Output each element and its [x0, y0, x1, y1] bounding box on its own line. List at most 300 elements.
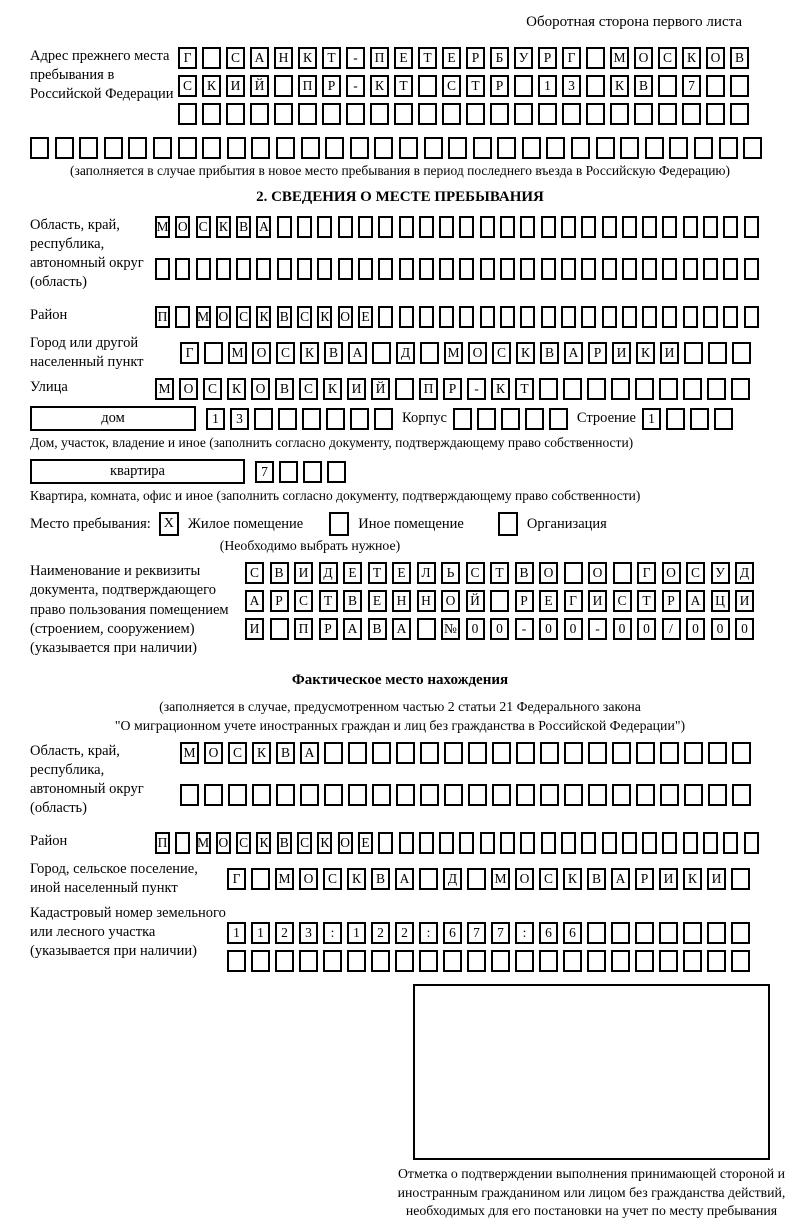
form-cell[interactable]: [642, 832, 657, 854]
form-cell[interactable]: [708, 742, 727, 764]
form-cell[interactable]: К: [216, 216, 231, 238]
form-cell[interactable]: [204, 342, 223, 364]
form-cell[interactable]: [277, 258, 292, 280]
form-cell[interactable]: В: [277, 832, 292, 854]
form-cell[interactable]: К: [323, 378, 342, 400]
form-cell[interactable]: [325, 137, 344, 159]
form-cell[interactable]: [684, 784, 703, 806]
form-cell[interactable]: [564, 784, 583, 806]
form-cell[interactable]: [358, 258, 373, 280]
form-cell[interactable]: [399, 216, 414, 238]
form-cell[interactable]: [662, 216, 677, 238]
form-cell[interactable]: [538, 103, 557, 125]
form-cell[interactable]: [561, 216, 576, 238]
form-cell[interactable]: М: [610, 47, 629, 69]
form-cell[interactable]: О: [204, 742, 223, 764]
form-cell[interactable]: [707, 950, 726, 972]
form-cell[interactable]: [744, 306, 759, 328]
form-cell[interactable]: [731, 922, 750, 944]
form-cell[interactable]: [439, 832, 454, 854]
form-cell[interactable]: 3: [230, 408, 249, 430]
form-cell[interactable]: О: [299, 868, 318, 890]
form-cell[interactable]: Е: [442, 47, 461, 69]
form-cell[interactable]: Д: [396, 342, 415, 364]
form-cell[interactable]: [540, 742, 559, 764]
form-cell[interactable]: Т: [368, 562, 387, 584]
form-cell[interactable]: И: [660, 342, 679, 364]
form-cell[interactable]: [660, 784, 679, 806]
form-cell[interactable]: [732, 342, 751, 364]
form-cell[interactable]: С: [203, 378, 222, 400]
form-cell[interactable]: О: [175, 216, 190, 238]
form-cell[interactable]: [419, 832, 434, 854]
form-cell[interactable]: В: [634, 75, 653, 97]
form-cell[interactable]: К: [256, 306, 271, 328]
form-cell[interactable]: [539, 950, 558, 972]
form-cell[interactable]: [602, 832, 617, 854]
form-cell[interactable]: С: [196, 216, 211, 238]
form-cell[interactable]: Б: [490, 47, 509, 69]
form-cell[interactable]: [226, 103, 245, 125]
form-cell[interactable]: [586, 75, 605, 97]
form-cell[interactable]: К: [347, 868, 366, 890]
form-cell[interactable]: [378, 306, 393, 328]
form-cell[interactable]: [204, 784, 223, 806]
form-cell[interactable]: 6: [443, 922, 462, 944]
form-cell[interactable]: П: [294, 618, 313, 640]
form-cell[interactable]: С: [323, 868, 342, 890]
form-cell[interactable]: [396, 784, 415, 806]
form-cell[interactable]: [252, 784, 271, 806]
form-cell[interactable]: [492, 742, 511, 764]
form-cell[interactable]: [327, 461, 346, 483]
form-cell[interactable]: О: [588, 562, 607, 584]
form-cell[interactable]: [459, 258, 474, 280]
form-cell[interactable]: [326, 408, 345, 430]
form-cell[interactable]: [277, 216, 292, 238]
form-cell[interactable]: [706, 103, 725, 125]
form-cell[interactable]: Г: [227, 868, 246, 890]
form-cell[interactable]: О: [634, 47, 653, 69]
form-cell[interactable]: [155, 258, 170, 280]
form-cell[interactable]: [348, 784, 367, 806]
form-cell[interactable]: П: [298, 75, 317, 97]
form-cell[interactable]: [128, 137, 147, 159]
form-cell[interactable]: [541, 832, 556, 854]
form-cell[interactable]: Ц: [711, 590, 730, 612]
form-cell[interactable]: Т: [322, 47, 341, 69]
form-cell[interactable]: Е: [343, 562, 362, 584]
form-cell[interactable]: А: [564, 342, 583, 364]
form-cell[interactable]: [602, 258, 617, 280]
form-cell[interactable]: [420, 342, 439, 364]
form-cell[interactable]: [350, 137, 369, 159]
form-cell[interactable]: [254, 408, 273, 430]
form-cell[interactable]: Р: [443, 378, 462, 400]
form-cell[interactable]: С: [539, 868, 558, 890]
form-cell[interactable]: [703, 258, 718, 280]
form-cell[interactable]: [477, 408, 496, 430]
form-cell[interactable]: [708, 784, 727, 806]
form-cell[interactable]: Й: [250, 75, 269, 97]
form-cell[interactable]: С: [226, 47, 245, 69]
form-cell[interactable]: М: [275, 868, 294, 890]
form-cell[interactable]: [274, 75, 293, 97]
form-cell[interactable]: [563, 950, 582, 972]
form-cell[interactable]: Т: [637, 590, 656, 612]
form-cell[interactable]: [153, 137, 172, 159]
form-cell[interactable]: [378, 832, 393, 854]
form-cell[interactable]: К: [636, 342, 655, 364]
form-cell[interactable]: [395, 378, 414, 400]
form-cell[interactable]: Р: [466, 47, 485, 69]
form-cell[interactable]: С: [228, 742, 247, 764]
form-cell[interactable]: [587, 378, 606, 400]
form-cell[interactable]: Е: [394, 47, 413, 69]
form-cell[interactable]: О: [338, 832, 353, 854]
form-cell[interactable]: [236, 258, 251, 280]
form-cell[interactable]: М: [196, 306, 211, 328]
form-cell[interactable]: [500, 216, 515, 238]
form-cell[interactable]: [622, 216, 637, 238]
form-cell[interactable]: [723, 306, 738, 328]
form-cell[interactable]: Р: [270, 590, 289, 612]
form-cell[interactable]: С: [297, 832, 312, 854]
form-cell[interactable]: [490, 590, 509, 612]
form-cell[interactable]: [298, 103, 317, 125]
form-cell[interactable]: [622, 306, 637, 328]
form-cell[interactable]: [492, 784, 511, 806]
form-cell[interactable]: [399, 306, 414, 328]
form-cell[interactable]: Т: [515, 378, 534, 400]
form-cell[interactable]: С: [613, 590, 632, 612]
form-cell[interactable]: Е: [392, 562, 411, 584]
form-cell[interactable]: [374, 137, 393, 159]
form-cell[interactable]: К: [202, 75, 221, 97]
form-cell[interactable]: Р: [490, 75, 509, 97]
form-cell[interactable]: А: [395, 868, 414, 890]
form-cell[interactable]: [564, 562, 583, 584]
form-cell[interactable]: [453, 408, 472, 430]
form-cell[interactable]: И: [347, 378, 366, 400]
form-cell[interactable]: 1: [251, 922, 270, 944]
form-cell[interactable]: [439, 258, 454, 280]
form-cell[interactable]: [473, 137, 492, 159]
form-cell[interactable]: К: [683, 868, 702, 890]
form-cell[interactable]: В: [587, 868, 606, 890]
form-cell[interactable]: Д: [319, 562, 338, 584]
form-cell[interactable]: [635, 378, 654, 400]
form-cell[interactable]: [202, 103, 221, 125]
form-cell[interactable]: С: [236, 832, 251, 854]
form-cell[interactable]: О: [251, 378, 270, 400]
form-cell[interactable]: [490, 103, 509, 125]
form-cell[interactable]: [541, 216, 556, 238]
form-cell[interactable]: [399, 832, 414, 854]
form-cell[interactable]: [439, 216, 454, 238]
form-cell[interactable]: [497, 137, 516, 159]
form-cell[interactable]: [525, 408, 544, 430]
form-cell[interactable]: А: [686, 590, 705, 612]
form-cell[interactable]: 0: [490, 618, 509, 640]
form-cell[interactable]: [744, 832, 759, 854]
form-cell[interactable]: С: [276, 342, 295, 364]
form-cell[interactable]: А: [392, 618, 411, 640]
form-cell[interactable]: 1: [227, 922, 246, 944]
form-cell[interactable]: А: [300, 742, 319, 764]
form-cell[interactable]: О: [179, 378, 198, 400]
form-cell[interactable]: [588, 784, 607, 806]
form-cell[interactable]: Й: [466, 590, 485, 612]
form-cell[interactable]: П: [419, 378, 438, 400]
form-cell[interactable]: Л: [417, 562, 436, 584]
form-cell[interactable]: 3: [299, 922, 318, 944]
form-cell[interactable]: М: [196, 832, 211, 854]
form-cell[interactable]: А: [250, 47, 269, 69]
form-cell[interactable]: [610, 103, 629, 125]
form-cell[interactable]: [514, 103, 533, 125]
form-cell[interactable]: [634, 103, 653, 125]
form-cell[interactable]: [602, 306, 617, 328]
form-cell[interactable]: [719, 137, 738, 159]
form-cell[interactable]: [571, 137, 590, 159]
form-cell[interactable]: [683, 922, 702, 944]
form-cell[interactable]: О: [662, 562, 681, 584]
form-cell[interactable]: М: [444, 342, 463, 364]
form-cell[interactable]: -: [346, 47, 365, 69]
form-cell[interactable]: [636, 742, 655, 764]
form-cell[interactable]: [587, 950, 606, 972]
form-cell[interactable]: В: [275, 378, 294, 400]
form-cell[interactable]: А: [245, 590, 264, 612]
form-cell[interactable]: [324, 784, 343, 806]
form-cell[interactable]: [419, 950, 438, 972]
form-cell[interactable]: [563, 378, 582, 400]
form-cell[interactable]: [707, 378, 726, 400]
form-cell[interactable]: [394, 103, 413, 125]
form-cell[interactable]: С: [686, 562, 705, 584]
form-cell[interactable]: 0: [686, 618, 705, 640]
form-cell[interactable]: К: [300, 342, 319, 364]
form-cell[interactable]: [202, 137, 221, 159]
form-cell[interactable]: [743, 137, 762, 159]
form-cell[interactable]: В: [324, 342, 343, 364]
form-cell[interactable]: [516, 784, 535, 806]
form-cell[interactable]: [358, 216, 373, 238]
form-cell[interactable]: [731, 868, 750, 890]
form-cell[interactable]: [620, 137, 639, 159]
form-cell[interactable]: 7: [255, 461, 274, 483]
form-cell[interactable]: К: [256, 832, 271, 854]
form-cell[interactable]: О: [468, 342, 487, 364]
form-cell[interactable]: [270, 618, 289, 640]
form-cell[interactable]: [278, 408, 297, 430]
form-cell[interactable]: П: [155, 832, 170, 854]
form-cell[interactable]: С: [492, 342, 511, 364]
form-cell[interactable]: В: [277, 306, 292, 328]
form-cell[interactable]: В: [515, 562, 534, 584]
form-cell[interactable]: [196, 258, 211, 280]
form-cell[interactable]: [613, 562, 632, 584]
form-cell[interactable]: [662, 258, 677, 280]
form-cell[interactable]: Й: [371, 378, 390, 400]
form-cell[interactable]: [732, 742, 751, 764]
form-cell[interactable]: [683, 378, 702, 400]
form-cell[interactable]: 7: [491, 922, 510, 944]
form-cell[interactable]: С: [299, 378, 318, 400]
form-cell[interactable]: [731, 950, 750, 972]
form-cell[interactable]: [79, 137, 98, 159]
form-cell[interactable]: В: [343, 590, 362, 612]
form-cell[interactable]: В: [276, 742, 295, 764]
form-cell[interactable]: В: [368, 618, 387, 640]
form-cell[interactable]: С: [236, 306, 251, 328]
form-cell[interactable]: [372, 742, 391, 764]
form-cell[interactable]: [658, 75, 677, 97]
form-cell[interactable]: [683, 258, 698, 280]
form-cell[interactable]: Е: [368, 590, 387, 612]
form-cell[interactable]: [439, 306, 454, 328]
form-cell[interactable]: А: [256, 216, 271, 238]
form-cell[interactable]: И: [226, 75, 245, 97]
form-cell[interactable]: Е: [539, 590, 558, 612]
form-cell[interactable]: [520, 216, 535, 238]
form-cell[interactable]: [256, 258, 271, 280]
form-cell[interactable]: [501, 408, 520, 430]
form-cell[interactable]: [588, 742, 607, 764]
form-cell[interactable]: [586, 47, 605, 69]
form-cell[interactable]: [297, 216, 312, 238]
form-cell[interactable]: С: [245, 562, 264, 584]
form-cell[interactable]: [395, 950, 414, 972]
form-cell[interactable]: [669, 137, 688, 159]
form-cell[interactable]: [662, 832, 677, 854]
form-cell[interactable]: [561, 306, 576, 328]
form-cell[interactable]: [448, 137, 467, 159]
form-cell[interactable]: К: [317, 832, 332, 854]
form-cell[interactable]: К: [227, 378, 246, 400]
form-cell[interactable]: [347, 950, 366, 972]
form-cell[interactable]: [444, 742, 463, 764]
form-cell[interactable]: [684, 742, 703, 764]
form-cell[interactable]: И: [294, 562, 313, 584]
form-cell[interactable]: И: [245, 618, 264, 640]
form-cell[interactable]: [175, 306, 190, 328]
form-cell[interactable]: [744, 216, 759, 238]
form-cell[interactable]: 2: [371, 922, 390, 944]
form-cell[interactable]: [317, 258, 332, 280]
form-cell[interactable]: К: [682, 47, 701, 69]
form-cell[interactable]: У: [711, 562, 730, 584]
form-cell[interactable]: Н: [417, 590, 436, 612]
form-cell[interactable]: С: [442, 75, 461, 97]
form-cell[interactable]: К: [491, 378, 510, 400]
form-cell[interactable]: И: [588, 590, 607, 612]
form-cell[interactable]: В: [540, 342, 559, 364]
form-cell[interactable]: 7: [682, 75, 701, 97]
form-cell[interactable]: [611, 378, 630, 400]
form-cell[interactable]: [275, 950, 294, 972]
form-cell[interactable]: [662, 306, 677, 328]
form-cell[interactable]: [251, 868, 270, 890]
form-cell[interactable]: [660, 742, 679, 764]
form-cell[interactable]: 0: [735, 618, 754, 640]
form-cell[interactable]: [730, 103, 749, 125]
form-cell[interactable]: [350, 408, 369, 430]
form-cell[interactable]: [338, 216, 353, 238]
form-cell[interactable]: [744, 258, 759, 280]
form-cell[interactable]: К: [516, 342, 535, 364]
form-cell[interactable]: 1: [642, 408, 661, 430]
checkbox-organization[interactable]: [498, 512, 518, 536]
form-cell[interactable]: [480, 258, 495, 280]
form-cell[interactable]: [612, 742, 631, 764]
form-cell[interactable]: [399, 137, 418, 159]
form-cell[interactable]: О: [515, 868, 534, 890]
form-cell[interactable]: [417, 618, 436, 640]
form-cell[interactable]: Д: [735, 562, 754, 584]
form-cell[interactable]: №: [441, 618, 460, 640]
form-cell[interactable]: [612, 784, 631, 806]
form-cell[interactable]: П: [370, 47, 389, 69]
form-cell[interactable]: [561, 832, 576, 854]
house-type-box[interactable]: дом: [30, 406, 196, 431]
form-cell[interactable]: 0: [637, 618, 656, 640]
form-cell[interactable]: [561, 258, 576, 280]
form-cell[interactable]: [279, 461, 298, 483]
form-cell[interactable]: [300, 784, 319, 806]
form-cell[interactable]: [227, 950, 246, 972]
form-cell[interactable]: Р: [319, 618, 338, 640]
form-cell[interactable]: Р: [662, 590, 681, 612]
form-cell[interactable]: [611, 950, 630, 972]
form-cell[interactable]: [216, 258, 231, 280]
form-cell[interactable]: К: [610, 75, 629, 97]
form-cell[interactable]: О: [539, 562, 558, 584]
form-cell[interactable]: [683, 950, 702, 972]
form-cell[interactable]: К: [317, 306, 332, 328]
form-cell[interactable]: -: [515, 618, 534, 640]
form-cell[interactable]: -: [588, 618, 607, 640]
form-cell[interactable]: [468, 784, 487, 806]
form-cell[interactable]: 1: [206, 408, 225, 430]
form-cell[interactable]: К: [370, 75, 389, 97]
form-cell[interactable]: И: [735, 590, 754, 612]
form-cell[interactable]: :: [323, 922, 342, 944]
form-cell[interactable]: [564, 742, 583, 764]
checkbox-other-premises[interactable]: [329, 512, 349, 536]
form-cell[interactable]: [202, 47, 221, 69]
form-cell[interactable]: [480, 216, 495, 238]
form-cell[interactable]: [396, 742, 415, 764]
form-cell[interactable]: [420, 784, 439, 806]
form-cell[interactable]: К: [252, 742, 271, 764]
form-cell[interactable]: [500, 832, 515, 854]
form-cell[interactable]: [549, 408, 568, 430]
form-cell[interactable]: [480, 832, 495, 854]
form-cell[interactable]: [491, 950, 510, 972]
form-cell[interactable]: [635, 950, 654, 972]
form-cell[interactable]: 0: [539, 618, 558, 640]
form-cell[interactable]: О: [441, 590, 460, 612]
form-cell[interactable]: [541, 258, 556, 280]
form-cell[interactable]: [581, 832, 596, 854]
form-cell[interactable]: Е: [358, 306, 373, 328]
form-cell[interactable]: [562, 103, 581, 125]
form-cell[interactable]: И: [612, 342, 631, 364]
form-cell[interactable]: [459, 306, 474, 328]
form-cell[interactable]: [346, 103, 365, 125]
